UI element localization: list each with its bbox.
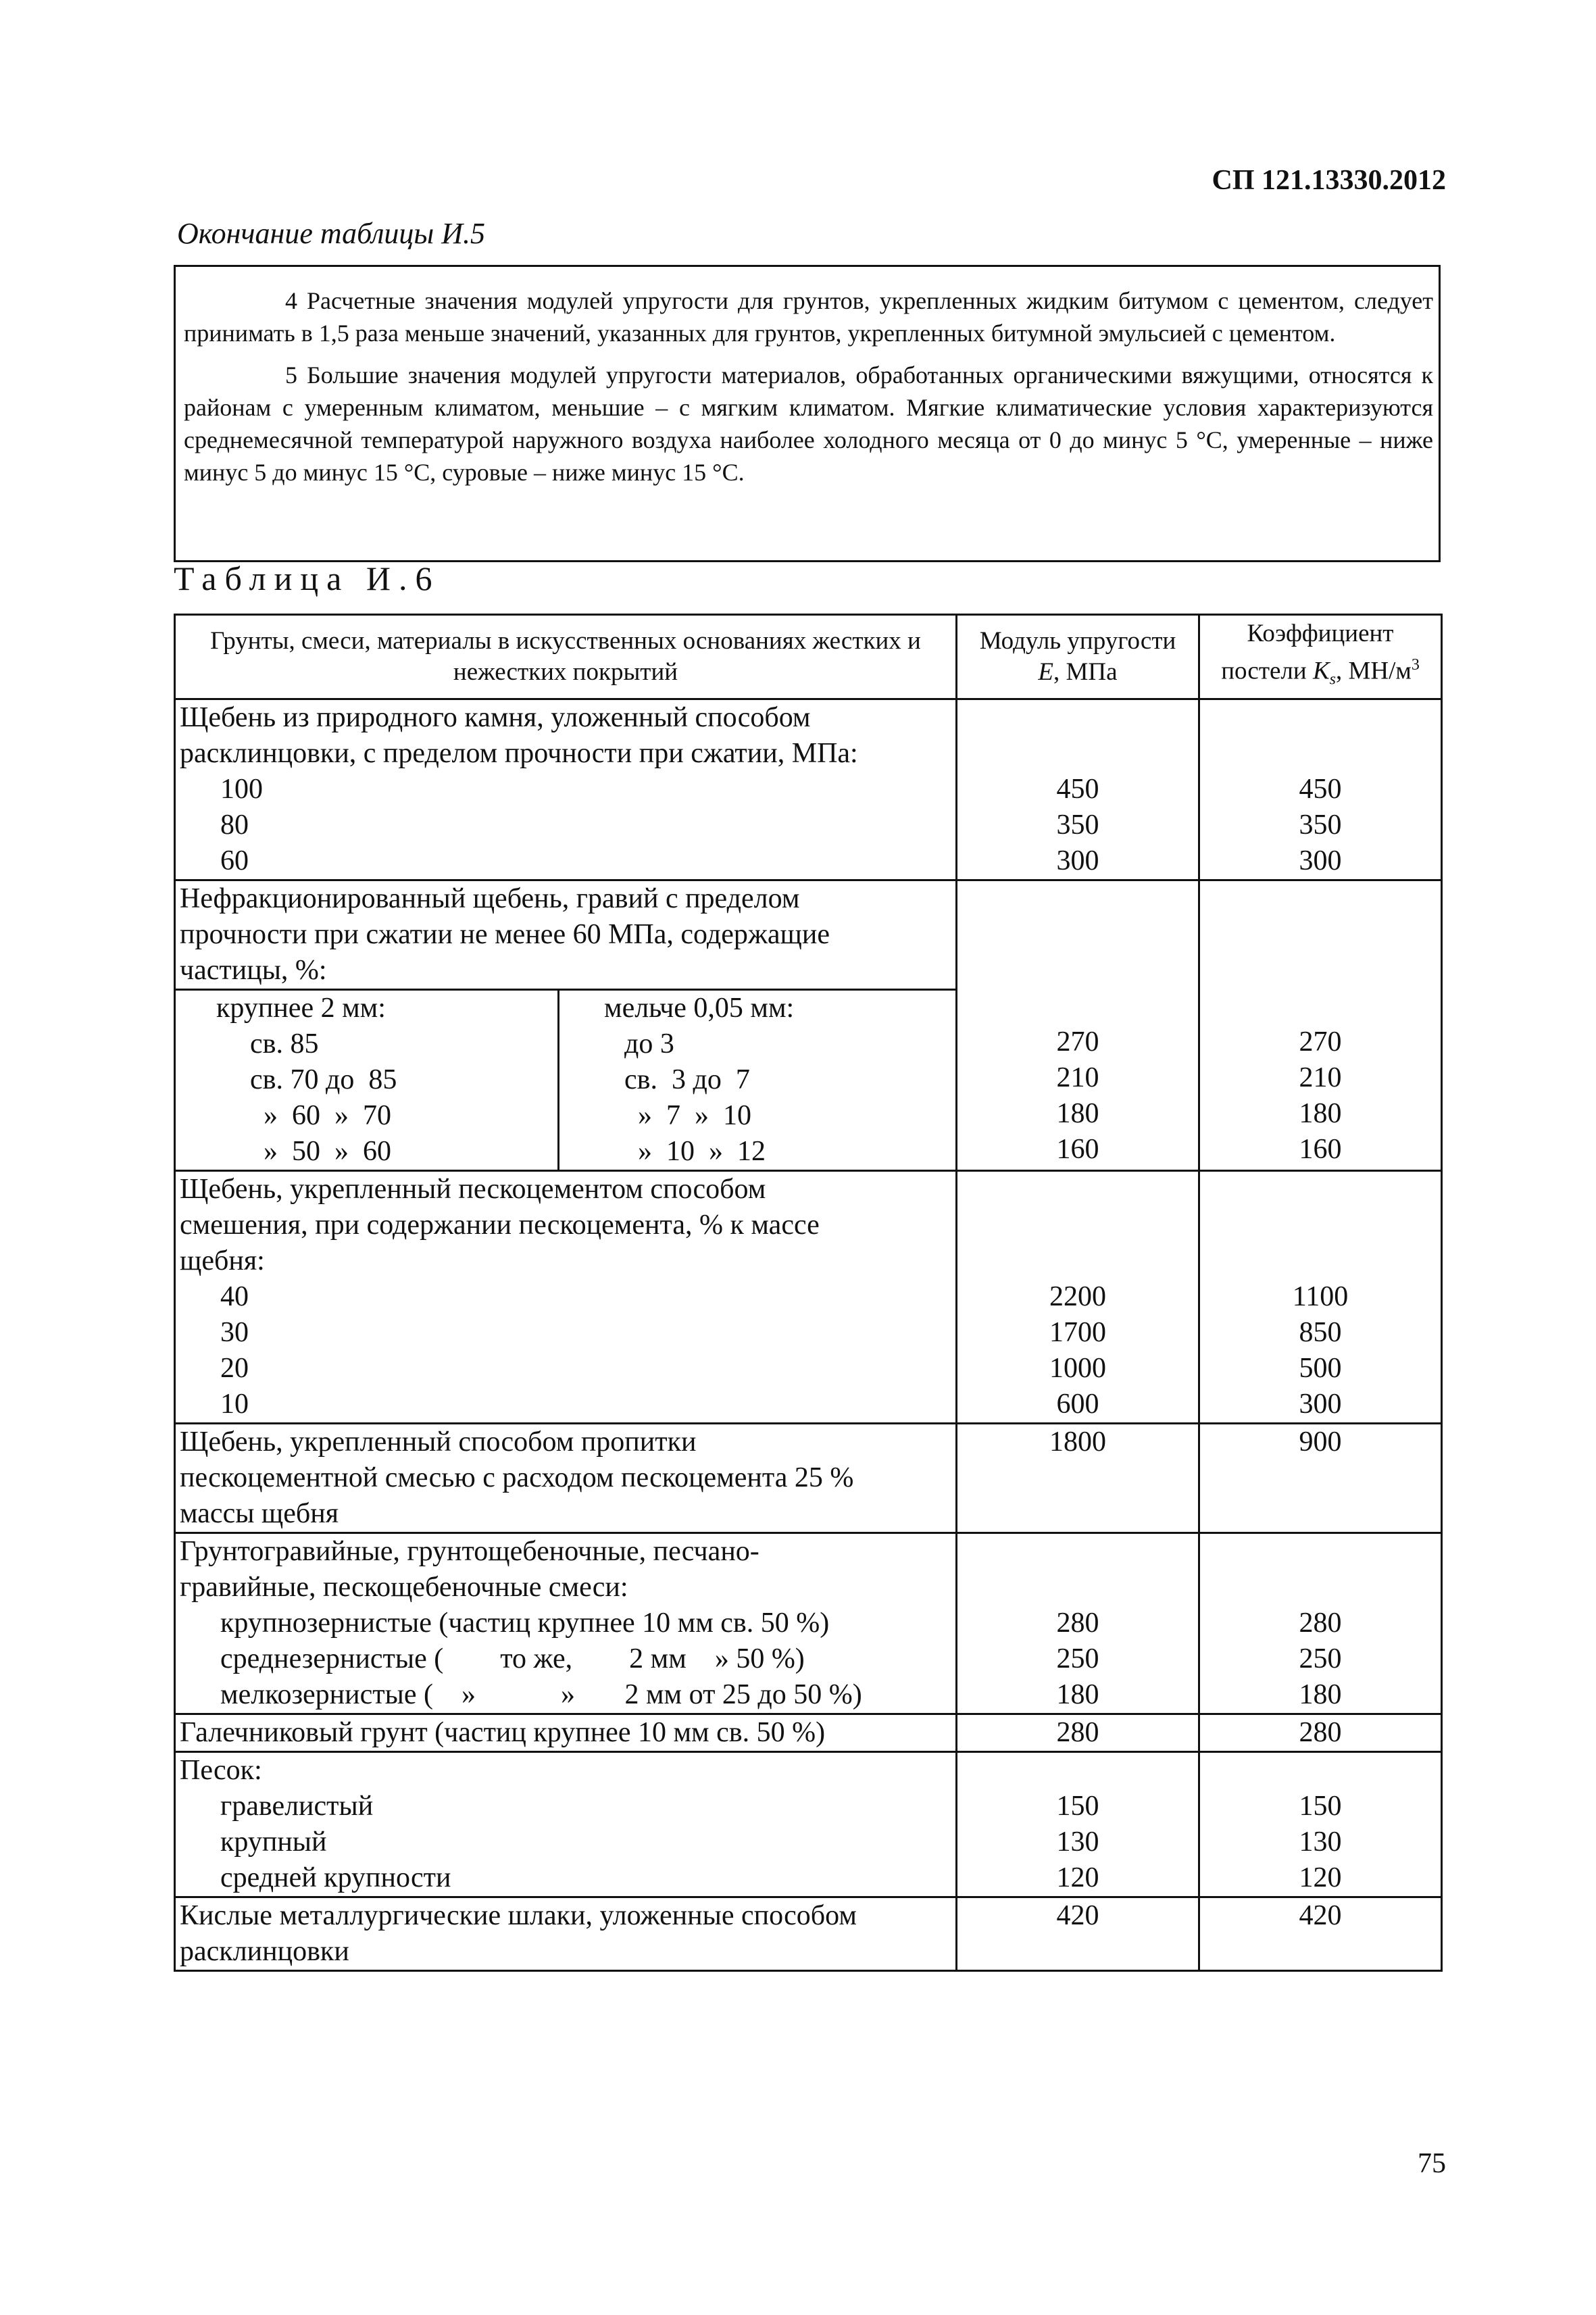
fine-value: до 3 xyxy=(624,1028,674,1060)
cell-modulus xyxy=(957,1423,1199,1533)
coef-value: 500 xyxy=(1299,1352,1342,1384)
row-label: 30 xyxy=(220,1316,249,1348)
cell-modulus xyxy=(957,1170,1199,1423)
header-coef-unit: , МН/м xyxy=(1335,657,1412,685)
coef-value: 210 xyxy=(1299,1062,1342,1093)
row-label: 40 xyxy=(220,1280,249,1312)
coef-value: 130 xyxy=(1299,1826,1342,1858)
coarse-value: » 50 » 60 xyxy=(264,1135,391,1167)
modulus-value: 1800 xyxy=(1049,1426,1106,1458)
coef-value: 160 xyxy=(1299,1133,1342,1165)
subhead-coarse: крупнее 2 мм: xyxy=(216,992,386,1024)
row-label: 100 xyxy=(220,773,263,805)
group-title-line: Нефракционированный щебень, гравий с пределом xyxy=(180,882,800,914)
modulus-value: 180 xyxy=(1056,1097,1099,1129)
cell-coefficient xyxy=(1199,1533,1442,1714)
table-notes-box xyxy=(174,265,1441,562)
coef-value: 450 xyxy=(1299,773,1342,805)
group-title-line: щебня: xyxy=(180,1245,265,1276)
group-title-line: смешения, при содержании пескоцемента, % к массе xyxy=(180,1209,820,1241)
coef-value: 300 xyxy=(1299,1388,1342,1420)
header-coefficient xyxy=(1199,615,1442,699)
coef-value: 300 xyxy=(1299,845,1342,876)
cell-material xyxy=(175,880,957,1170)
continuation-title: Окончание таблицы И.5 xyxy=(177,217,485,250)
group-title-line: Щебень, укрепленный способом пропитки xyxy=(180,1426,697,1458)
document-code: СП 121.13330.2012 xyxy=(1212,165,1446,196)
coef-value: 120 xyxy=(1299,1862,1342,1893)
modulus-value: 270 xyxy=(1056,1026,1099,1057)
group-title-line: Щебень, укрепленный пескоцементом способом xyxy=(180,1173,766,1205)
header-materials: Грунты, смеси, материалы в искусственных основаниях жестких и нежестких покрытий xyxy=(175,615,957,699)
coef-value: 280 xyxy=(1299,1716,1342,1748)
modulus-value: 210 xyxy=(1056,1062,1099,1093)
coef-value: 1100 xyxy=(1292,1280,1349,1312)
cell-modulus xyxy=(957,1897,1199,1970)
group-title-line: Галечниковый грунт (частиц крупнее 10 мм св. 50 %) xyxy=(180,1716,826,1748)
subhead-fine: мельче 0,05 мм: xyxy=(604,992,795,1024)
modulus-value: 180 xyxy=(1056,1678,1099,1710)
group-title-line: прочности при сжатии не менее 60 МПа, содержащие xyxy=(180,918,830,950)
group-title-line: пескоцементной смесью с расходом пескоцемента 25 % xyxy=(180,1462,854,1493)
modulus-value: 600 xyxy=(1056,1388,1099,1420)
modulus-value: 150 xyxy=(1056,1790,1099,1822)
header-coef-subscript: s xyxy=(1329,670,1336,689)
cell-material xyxy=(175,1170,957,1423)
fine-value: св. 3 до 7 xyxy=(624,1064,750,1095)
modulus-value: 120 xyxy=(1056,1862,1099,1893)
row-label: крупный xyxy=(220,1826,327,1858)
particle-coarse-column xyxy=(176,991,559,1170)
cell-coefficient xyxy=(1199,1170,1442,1423)
cell-coefficient xyxy=(1199,1751,1442,1897)
table-row-sand-cement-mixed xyxy=(175,1170,1442,1423)
cell-modulus xyxy=(957,699,1199,880)
row-label: 10 xyxy=(220,1388,249,1420)
coef-value: 350 xyxy=(1299,809,1342,841)
coarse-value: » 60 » 70 xyxy=(264,1099,391,1131)
group-title-line: расклинцовки xyxy=(180,1935,349,1967)
header-modulus-label: Модуль упругости xyxy=(979,626,1176,655)
modulus-value: 350 xyxy=(1056,809,1099,841)
row-label: среднезернистые ( то же, 2 мм » 50 %) xyxy=(220,1643,805,1674)
modulus-value: 1000 xyxy=(1049,1352,1106,1384)
coef-value: 270 xyxy=(1299,1026,1342,1057)
coef-value: 150 xyxy=(1299,1790,1342,1822)
group-title-line: массы щебня xyxy=(180,1497,339,1529)
group-title-line: гравийные, пескощебеночные смеси: xyxy=(180,1571,628,1603)
modulus-value: 280 xyxy=(1056,1607,1099,1639)
coarse-value: св. 85 xyxy=(250,1028,319,1060)
modulus-value: 130 xyxy=(1056,1826,1099,1858)
cell-coefficient xyxy=(1199,1897,1442,1970)
group-title-line: расклинцовки, с пределом прочности при сжатии, МПа: xyxy=(180,737,858,769)
group-title-line: частицы, %: xyxy=(180,954,327,986)
coef-value: 280 xyxy=(1299,1607,1342,1639)
coef-value: 420 xyxy=(1299,1899,1342,1931)
coef-value: 180 xyxy=(1299,1097,1342,1129)
cell-material xyxy=(175,1897,957,1970)
note-4: 4 Расчетные значения модулей упругости для грунтов, укрепленных жидким битумом с цементом, следует принимать в 1,5 раза меньше значений, указанных для грунтов, укрепленных битумной эмульсией с цементом. xyxy=(184,287,1433,347)
row-label: мелкозернистые ( » » 2 мм от 25 до 50 %) xyxy=(220,1678,862,1710)
cell-material xyxy=(175,1533,957,1714)
modulus-value: 1700 xyxy=(1049,1316,1106,1348)
cell-modulus xyxy=(957,1751,1199,1897)
modulus-value: 160 xyxy=(1056,1133,1099,1165)
cell-material xyxy=(175,699,957,880)
table-row-unfractionated xyxy=(175,880,1442,1170)
group-title-line: Песок: xyxy=(180,1754,262,1786)
modulus-value: 250 xyxy=(1056,1643,1099,1674)
modulus-value: 300 xyxy=(1056,845,1099,876)
table-row-pebble-soil xyxy=(175,1714,1442,1751)
header-modulus xyxy=(957,615,1199,699)
row-label: 20 xyxy=(220,1352,249,1384)
coef-value: 900 xyxy=(1299,1426,1342,1458)
coef-value: 180 xyxy=(1299,1678,1342,1710)
modulus-value: 420 xyxy=(1056,1899,1099,1931)
modulus-value: 450 xyxy=(1056,773,1099,805)
cell-coefficient xyxy=(1199,1714,1442,1751)
header-modulus-symbol: E xyxy=(1038,657,1054,686)
cell-modulus xyxy=(957,1533,1199,1714)
cell-modulus xyxy=(957,880,1199,1170)
note-5: 5 Большие значения модулей упругости материалов, обработанных органическими вяжущими, относятся к районам с умеренным климатом, меньшие – с мягким климатом. Мягкие климатические условия характеризуются среднемесячной температурой наружного воздуха наиболее холодного месяца от 0 до минус 5 °С, умеренные – ниже минус 5 до минус 15 °С, суровые – ниже минус 15 °С. xyxy=(184,362,1433,486)
header-modulus-unit: , МПа xyxy=(1053,657,1118,686)
table-row-slag xyxy=(175,1897,1442,1970)
coarse-value: св. 70 до 85 xyxy=(250,1064,397,1095)
elasticity-table xyxy=(174,614,1443,1972)
row-label: средней крупности xyxy=(220,1862,451,1893)
modulus-value: 280 xyxy=(1056,1716,1099,1748)
table-row-sand xyxy=(175,1751,1442,1897)
page-number: 75 xyxy=(1418,2148,1446,2179)
cell-material xyxy=(175,1423,957,1533)
cell-modulus xyxy=(957,1714,1199,1751)
header-coef-power: 3 xyxy=(1411,656,1420,674)
particle-subtable xyxy=(176,989,955,1170)
row-label: гравелистый xyxy=(220,1790,374,1822)
group-title-line: Кислые металлургические шлаки, уложенные способом xyxy=(180,1899,857,1931)
row-label: 60 xyxy=(220,845,249,876)
coef-value: 250 xyxy=(1299,1643,1342,1674)
cell-coefficient xyxy=(1199,699,1442,880)
group-title-line: Щебень из природного камня, уложенный способом xyxy=(180,701,811,733)
cell-coefficient xyxy=(1199,880,1442,1170)
cell-coefficient xyxy=(1199,1423,1442,1533)
table-row-impregnation xyxy=(175,1423,1442,1533)
table-row-crushed-stone xyxy=(175,699,1442,880)
header-coef-symbol: K xyxy=(1312,657,1330,685)
header-coef-label2: постели xyxy=(1221,657,1313,685)
group-title-line: Грунтогравийные, грунтощебеночные, песчано- xyxy=(180,1535,759,1567)
header-coef-label: Коэффициент xyxy=(1247,620,1394,647)
fine-value: » 10 » 12 xyxy=(638,1135,766,1167)
coef-value: 850 xyxy=(1299,1316,1342,1348)
table-row-soil-gravel-mixes xyxy=(175,1533,1442,1714)
table-header-row xyxy=(175,615,1442,699)
particle-fine-column xyxy=(559,991,955,1170)
cell-material xyxy=(175,1714,957,1751)
cell-material xyxy=(175,1751,957,1897)
row-label: крупнозернистые (частиц крупнее 10 мм св. 50 %) xyxy=(220,1607,830,1639)
fine-value: » 7 » 10 xyxy=(638,1099,751,1131)
row-label: 80 xyxy=(220,809,249,841)
table-title: Таблица И.6 xyxy=(174,559,441,597)
modulus-value: 2200 xyxy=(1049,1280,1106,1312)
